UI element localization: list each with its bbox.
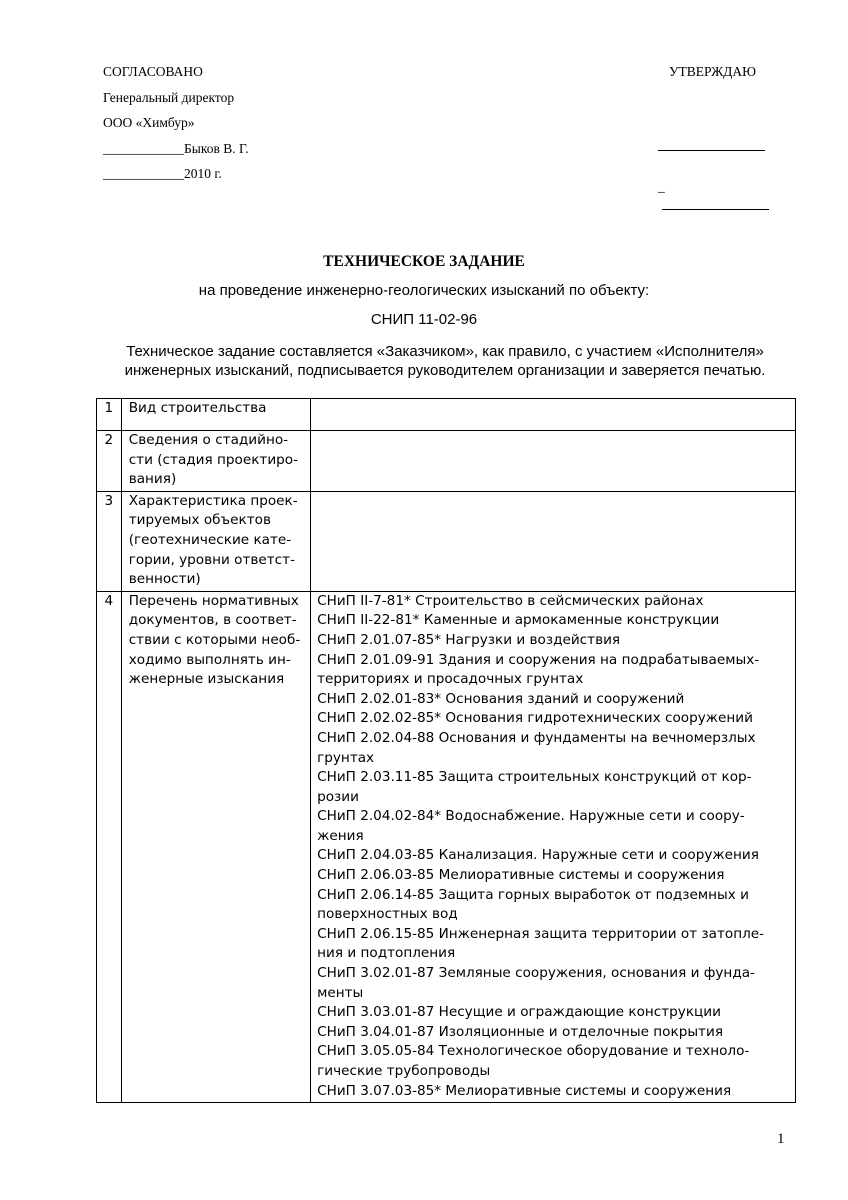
row-value [311, 491, 796, 591]
document-subtitle: на проведение инженерно-геологических изысканий по объекту: [198, 282, 650, 299]
norm-line: розии [317, 788, 359, 805]
norm-line: СНиП 2.06.15-85 Инженерная защита территории от затопле- [317, 925, 765, 942]
norm-line: СНиП 2.02.02-85* Основания гидротехнических сооружений [317, 710, 753, 727]
norm-line: гические трубопроводы [317, 1063, 491, 1079]
table-row [97, 399, 796, 431]
approve-signature-line [658, 150, 765, 151]
document-standard: СНИП 11-02-96 [370, 311, 478, 328]
table-row [97, 431, 796, 492]
spec-table [96, 398, 796, 1103]
norm-line: СНиП 2.02.01-83* Основания зданий и сооружений [317, 690, 685, 707]
row-number: 3 [97, 491, 122, 591]
norm-line: СНиП 3.03.01-87 Несущие и ограждающие конструкции [317, 1004, 721, 1021]
row-label: Характеристика проек- тируемых объектов (геотехнические кате- гории, уровни ответст- венности) [121, 491, 310, 591]
approve-date-line: _ [658, 179, 769, 211]
document-intro: Техническое задание составляется «Заказчиком», как правило, с участием «Исполнителя» инженерных изысканий, подписывается руководителем организации и заверяется печатью. [124, 343, 766, 379]
norm-line: СНиП 2.06.03-85 Мелиоративные системы и сооружения [317, 867, 725, 884]
norm-line: менты [317, 984, 364, 1001]
norm-line: СНиП 3.02.01-87 Земляные сооружения, основания и фунда- [317, 965, 755, 982]
norm-line: жения [317, 827, 364, 844]
norm-line: СНиП 2.03.11-85 Защита строительных конструкций от кор- [317, 769, 752, 786]
page-number: 1 [777, 1131, 785, 1147]
norm-line: ния и подтопления [317, 945, 456, 962]
row-number: 4 [97, 591, 122, 1102]
document-title: ТЕХНИЧЕСКОЕ ЗАДАНИЕ [323, 253, 525, 270]
norms-list [311, 591, 796, 1102]
norm-line: поверхностных вод [317, 906, 458, 923]
row-number: 2 [97, 431, 122, 492]
norm-line: СНиП 2.01.09-91 Здания и сооружения на подрабатываемых- [317, 651, 760, 668]
norm-line: СНиП 2.02.04-88 Основания и фундаменты на вечномерзлых [317, 729, 756, 746]
norm-line: СНиП 2.06.14-85 Защита горных выработок от подземных и [317, 886, 749, 903]
norm-line: грунтах [317, 749, 375, 766]
row-label: Перечень нормативных документов, в соответ- ствии с которыми необ- ходимо выполнять ин- женерные изыскания [121, 591, 310, 1102]
norm-line: СНиП 3.07.03-85* Мелиоративные системы и сооружения [317, 1082, 732, 1099]
director-signature-line: ____________Быков В. Г. [103, 140, 249, 156]
approval-agreed-block [103, 64, 249, 192]
table-row [97, 591, 796, 1102]
agreed-label: СОГЛАСОВАНО [103, 64, 203, 79]
norm-line: СНиП 3.04.01-87 Изоляционные и отделочные покрытия [317, 1023, 723, 1040]
row-label: Вид строительства [121, 399, 310, 431]
norm-line: СНиП 2.04.02-84* Водоснабжение. Наружные сети и соору- [317, 808, 745, 825]
norm-line: СНиП 2.01.07-85* Нагрузки и воздействия [317, 631, 621, 648]
norm-line: СНиП II-7-81* Строительство в сейсмических районах [317, 592, 704, 609]
year-line: ____________2010 г. [103, 166, 222, 181]
approve-label: УТВЕРЖДАЮ [669, 64, 757, 79]
row-number: 1 [97, 399, 122, 431]
row-label: Сведения о стадийно- сти (стадия проектиро- вания) [121, 431, 310, 492]
director-position: Генеральный директор [103, 89, 235, 105]
row-value [311, 399, 796, 431]
table-row [97, 491, 796, 591]
row-value [311, 431, 796, 492]
norm-line: территориях и просадочных грунтах [317, 671, 584, 688]
company-name: ООО «Химбур» [103, 115, 195, 130]
norm-line: СНиП 2.04.03-85 Канализация. Наружные сети и сооружения [317, 847, 759, 864]
norm-line: СНиП 3.05.05-84 Технологическое оборудование и техноло- [317, 1043, 750, 1060]
norm-line: СНиП II-22-81* Каменные и армокаменные конструкции [317, 612, 720, 629]
